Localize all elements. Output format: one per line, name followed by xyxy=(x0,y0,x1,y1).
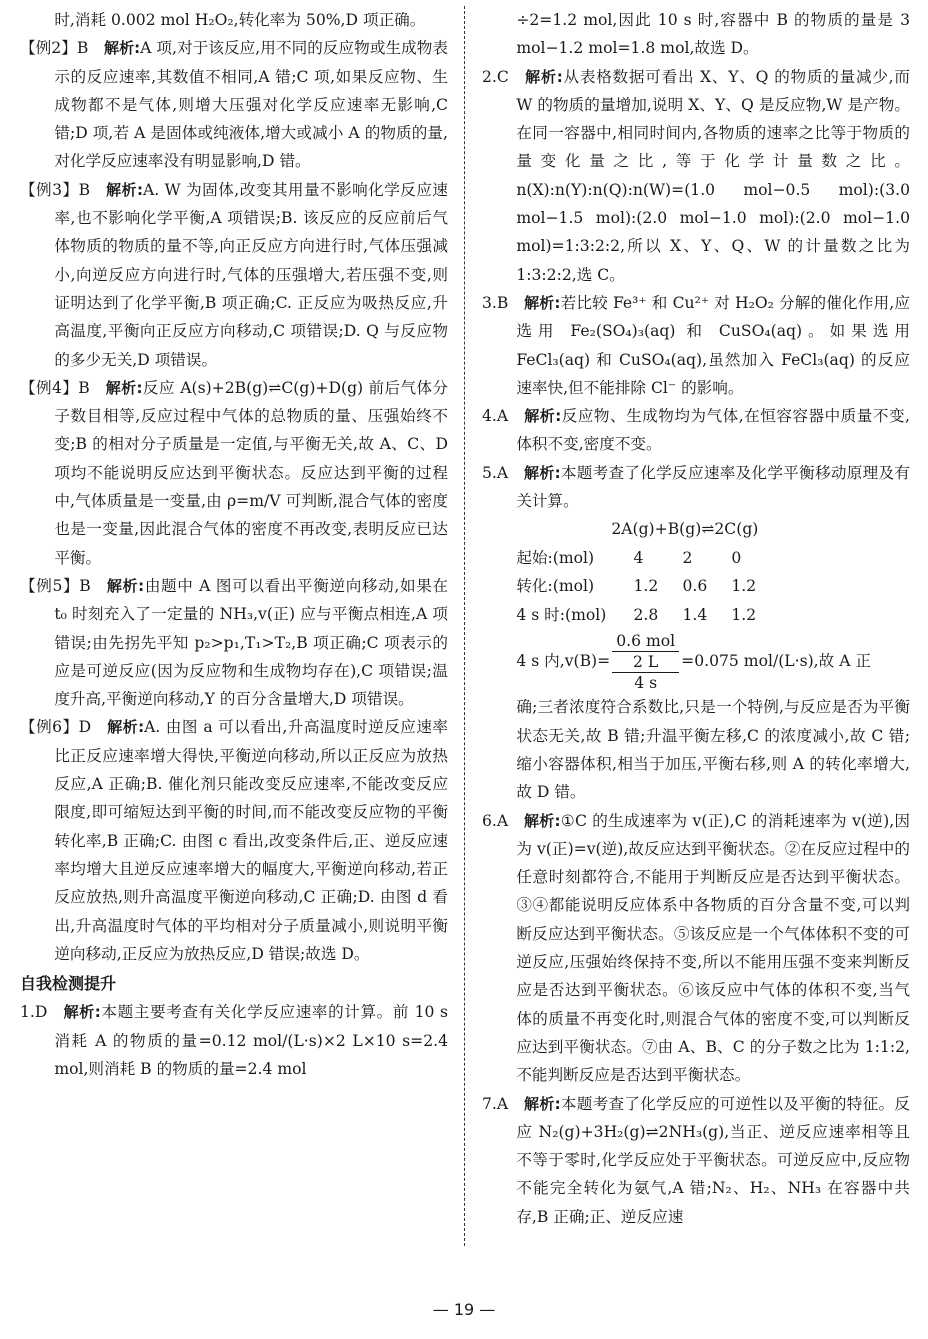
equation-row xyxy=(516,515,780,544)
table-row: 起始:(mol) 4 2 0 xyxy=(516,548,742,567)
question-3: 3.B 解析:若比较 Fe³⁺ 和 Cu²⁺ 对 H₂O₂ 分解的催化作用,应选用 Fe₂(SO₄)₃(aq) 和 CuSO₄(aq)。如果选用 FeCl₃(aq) 和 CuSO₄(aq),虽然加入 FeCl₃(aq) 的反应速率快,但不能排除 Cl⁻ 的影响。 xyxy=(482,293,911,397)
equilibrium-table xyxy=(516,515,780,629)
example-5: 【例5】B 解析:由题中 A 图可以看出平衡逆向移动,如果在 t₀ 时刻充入了一定量的 NH₃,v(正) 应与平衡点相连,A 项错误;由先拐先平知 p₂>p₁,T₁>T₂,B 项正确;C 项表示的应是可逆反应(因为反应物和生成物均存在),C 项错误;温度升高,平衡逆向移动,Y 的百分含量增大,D 项错误。 xyxy=(20,576,449,709)
example-3: 【例3】B 解析:A. W 为固体,改变其用量不影响化学反应速率,也不影响化学平衡,A 项错误;B. 该反应的反应前后气体物质的物质的量不等,向正反应方向进行时,气体压强减小,向逆反应方向进行时,气体的压强增大,若压强不变,则证明达到了化学平衡,B 项正确;C. 正反应为吸热反应,升高温度,平衡向正反应方向移动,C 项错误;D. Q 与反应物的多少无关,D 项错误。 xyxy=(20,180,449,369)
left-column xyxy=(20,6,448,1083)
question-6: 6.A 解析:①C 的生成速率为 v(正),C 的消耗速率为 v(逆),因为 v(正)=v(逆),故反应达到平衡状态。②在反应过程中的任意时刻都符合,不能用于判断反应是否达到平衡状态。③④都能说明反应体系中各物质的百分含量不变,可以判断反应达到平衡状态。⑤该反应是一个气体体积不变的可逆反应,压强始终保持不变,所以不能用压强不变来判断反应是否达到平衡状态。⑥该反应中气体的体积不变,当气体的质量不再变化时,则混合气体的密度不变,可以判断反应达到平衡状态。⑦由 A、B、C 的分子数之比为 1:1:2,不能判断反应是否达到平衡状态。 xyxy=(482,811,911,1085)
example-2: 【例2】B 解析:A 项,对于该反应,用不同的反应物或生成物表示的反应速率,其数值不相同,A 错;C 项,如果反应物、生成物都不是气体,则增大压强对化学反应速率无影响,C 错;D 项,若 A 是固体或纯液体,增大或减小 A 的物质的量,对化学反应速率没有明显影响,D 错。 xyxy=(20,39,449,171)
table-row: 4 s 时:(mol) 2.8 1.4 1.2 xyxy=(516,605,757,624)
section-heading: 自我检测提升 xyxy=(20,974,117,994)
question-4: 4.A 解析:反应物、生成物均为气体,在恒容容器中质量不变,体积不变,密度不变。 xyxy=(482,407,910,454)
right-column xyxy=(482,6,910,1231)
example-6: 【例6】D 解析:A. 由图 a 可以看出,升高温度时逆反应速率比正反应速率增大得快,平衡逆向移动,所以正反应为放热反应,A 正确;B. 催化剂只能改变反应速率,不能改变反应限度,即可缩短达到平衡的时间,而不能改变反应物的平衡转化率,B 正确;C. 由图 c 看出,改变条件后,正、逆反应速率均增大且逆反应速率增大的幅度大,平衡逆向移动,若正反应放热,则升高温度平衡逆向移动,C 正确;D. 由图 d 看出,升高温度时气体的平均相对分子质量减小,则说明平衡逆向移动,正反应为放热反应,D 错误;故选 D。 xyxy=(20,718,449,963)
example-4: 【例4】B 解析:反应 A(s)+2B(g)⇌C(g)+D(g) 前后气体分子数目相等,反应过程中气体的总物质的量、压强始终不变;B 的相对分子质量是一定值,与平衡无关,故 A、C、D 项均不能说明反应达到平衡状态。反应达到平衡的过程中,气体质量是一变量,由 ρ=m/V 可判断,混合气体的密度也是一变量,因此混合气体的密度不再改变,表明反应已达平衡。 xyxy=(20,378,449,567)
rate-formula: 4 s 内,v(B)= 0.6 mol 2 L 4 s =0.075 mol/(L·s),故 A 正 xyxy=(516,632,872,693)
intro-continuation: 时,消耗 0.002 mol H₂O₂,转化率为 50%,D 项正确。 xyxy=(54,11,426,29)
reaction-equation: 2A(g)+B(g)⇌2C(g) xyxy=(611,520,759,539)
question-7: 7.A 解析:本题考查了化学反应的可逆性以及平衡的特征。反应 N₂(g)+3H₂(g)⇌2NH₃(g),当正、逆反应速率相等且不等于零时,化学反应处于平衡状态。可逆反应中,反应物不能完全转化为氨气,A 错;N₂、H₂、NH₃ 在容器中共存,B 正确;正、逆反应速 xyxy=(482,1094,910,1226)
question-2: 2.C 解析:从表格数据可看出 X、Y、Q 的物质的量减少,而 W 的物质的量增加,说明 X、Y、Q 是反应物,W 是产物。在同一容器中,相同时间内,各物质的速率之比等于物质的量变化量之比,等于化学计量数之比。n(X):n(Y):n(Q):n(W)=(1.0 mol−0.5 mol):(3.0 mol−1.5 mol):(2.0 mol−1.0 mol):(2.0 mol−1.0 mol)=1:3:2:2,所以 X、Y、Q、W 的计量数之比为 1:3:2:2,选 C。 xyxy=(482,67,910,284)
table-row: 转化:(mol) 1.2 0.6 1.2 xyxy=(516,577,757,596)
page-number: — 19 — xyxy=(432,1300,496,1319)
question-1: 1.D 解析:本题主要考查有关化学反应速率的计算。前 10 s 消耗 A 的物质的量=0.12 mol/(L·s)×2 L×10 s=2.4 mol,则消耗 B 的物质的量=2.4 mol xyxy=(20,1003,448,1078)
column-divider xyxy=(464,6,465,1246)
compound-fraction: 0.6 mol 2 L 4 s xyxy=(612,631,679,693)
question-5-continuation: 确;三者浓度符合系数比,只是一个特例,与反应是否为平衡状态无关,故 B 错;升温平衡左移,C 的浓度减小,故 C 错;缩小容器体积,相当于加压,平衡右移,则 A 的转化率增大,故 D 错。 xyxy=(516,698,910,802)
question-1-continuation: ÷2=1.2 mol,因此 10 s 时,容器中 B 的物质的量是 3 mol−1.2 mol=1.8 mol,故选 D。 xyxy=(516,11,910,58)
question-5: 5.A 解析:本题考查了化学反应速率及化学平衡移动原理及有关计算。 xyxy=(482,463,910,511)
